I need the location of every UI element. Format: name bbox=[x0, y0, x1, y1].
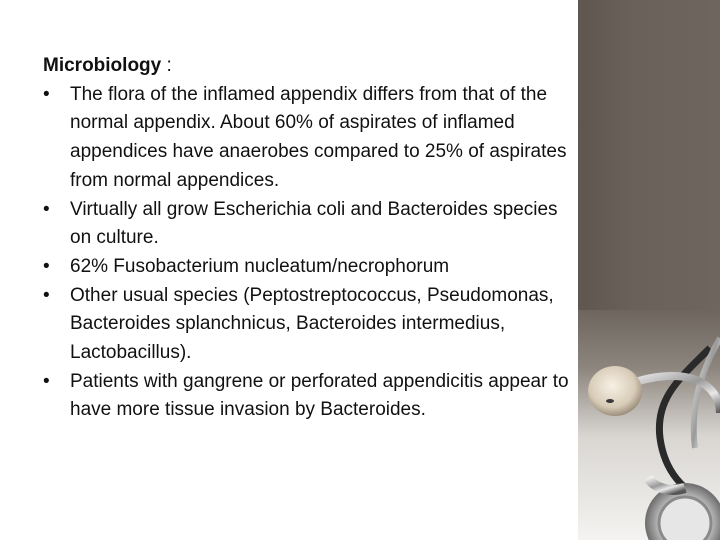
bullet-list bbox=[43, 81, 573, 425]
bullet-text: 62% Fusobacterium nucleatum/necrophorum bbox=[70, 255, 450, 277]
bullet-icon: • bbox=[43, 255, 50, 277]
bullet-item bbox=[43, 368, 573, 425]
bullet-text: Other usual species (Peptostreptococcus, Pseudomonas, Bacteroides splanchnicus, Bacteroides intermedius, Lactobacillus). bbox=[70, 284, 554, 364]
bullet-icon: • bbox=[43, 284, 50, 306]
bullet-text: Patients with gangrene or perforated appendicitis appear to have more tissue invasion by Bacteroides. bbox=[70, 370, 569, 421]
bullet-icon: • bbox=[43, 370, 50, 392]
slide-heading bbox=[43, 52, 573, 81]
bullet-item bbox=[43, 253, 573, 282]
bullet-item bbox=[43, 282, 573, 368]
bullet-text: The flora of the inflamed appendix differs from that of the normal appendix. About 60% of aspirates of inflamed appendices have anaerobes compared to 25% of aspirates from normal appendices. bbox=[70, 83, 567, 191]
bullet-icon: • bbox=[43, 198, 50, 220]
content-area bbox=[43, 52, 573, 425]
bullet-item bbox=[43, 81, 573, 196]
bullet-icon: • bbox=[43, 83, 50, 105]
heading-colon: : bbox=[161, 55, 172, 76]
heading-text: Microbiology bbox=[43, 55, 162, 76]
bullet-item bbox=[43, 196, 573, 253]
bullet-text: Virtually all grow Escherichia coli and Bacteroides species on culture. bbox=[70, 198, 558, 249]
stethoscope-icon bbox=[560, 318, 720, 540]
